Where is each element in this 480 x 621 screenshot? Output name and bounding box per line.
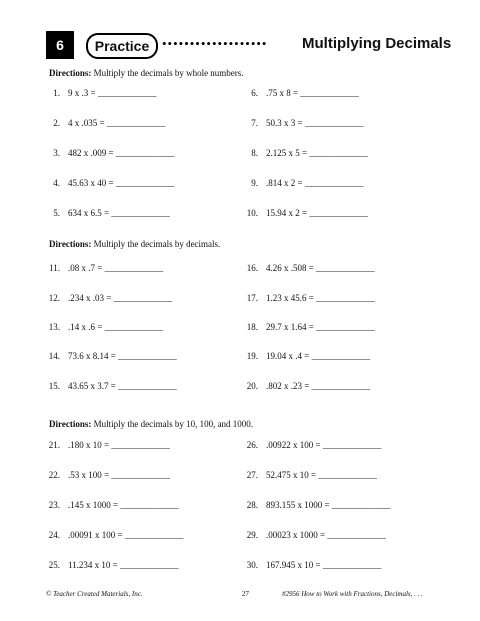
problem-expression: .234 x .03 = _____________ — [68, 293, 173, 303]
directions-label: Directions: — [49, 419, 92, 429]
problem-expression: 4.26 x .508 = _____________ — [266, 263, 375, 273]
problem-number: 17. — [246, 293, 258, 303]
problem-expression: 167.945 x 10 = _____________ — [266, 560, 382, 570]
book-reference: #2956 How to Work with Fractions, Decimals, . . . — [282, 590, 423, 598]
problem-number: 9. — [251, 178, 258, 188]
problem-expression: .145 x 1000 = _____________ — [68, 500, 179, 510]
problem-expression: 52.475 x 10 = _____________ — [266, 470, 377, 480]
problem-number: 16. — [246, 263, 258, 273]
problem-number: 13. — [48, 322, 60, 332]
problem-expression: .14 x .6 = _____________ — [68, 322, 164, 332]
directions-text: Multiply the decimals by decimals. — [93, 239, 221, 249]
problem-number: 20. — [246, 381, 258, 391]
problem-number: 21. — [48, 440, 60, 450]
problem-expression: .00023 x 1000 = _____________ — [266, 530, 386, 540]
problem-number: 8. — [251, 148, 258, 158]
problem-expression: 4 x .035 = _____________ — [68, 118, 166, 128]
problem-number: 23. — [48, 500, 60, 510]
problem-expression: .75 x 8 = _____________ — [266, 88, 359, 98]
directions-label: Directions: — [49, 68, 92, 78]
directions-2 — [49, 238, 220, 250]
problem-expression: 50.3 x 3 = _____________ — [266, 118, 364, 128]
problem-number: 12. — [48, 293, 60, 303]
problem-number: 15. — [48, 381, 60, 391]
copyright-text: © Teacher Created Materials, Inc. — [46, 590, 143, 598]
problem-number: 3. — [53, 148, 60, 158]
problem-number: 11. — [49, 263, 60, 273]
problem-expression: 29.7 x 1.64 = _____________ — [266, 322, 375, 332]
problem-expression: .180 x 10 = _____________ — [68, 440, 170, 450]
problem-number: 5. — [53, 208, 60, 218]
problem-number: 14. — [48, 351, 60, 361]
problem-expression: 482 x .009 = _____________ — [68, 148, 175, 158]
problem-number: 24. — [48, 530, 60, 540]
problem-expression: 11.234 x 10 = _____________ — [68, 560, 179, 570]
problem-number: 25. — [48, 560, 60, 570]
problem-number: 29. — [246, 530, 258, 540]
directions-3 — [49, 418, 253, 430]
problem-number: 18. — [246, 322, 258, 332]
directions-1 — [49, 67, 244, 79]
problem-expression: .00922 x 100 = _____________ — [266, 440, 382, 450]
problem-number: 28. — [246, 500, 258, 510]
problem-expression: 19.04 x .4 = _____________ — [266, 351, 371, 361]
problem-number: 27. — [246, 470, 258, 480]
problem-number: 7. — [251, 118, 258, 128]
problem-expression: .00091 x 100 = _____________ — [68, 530, 184, 540]
problem-expression: 634 x 6.5 = _____________ — [68, 208, 170, 218]
problem-expression: 45.63 x 40 = _____________ — [68, 178, 175, 188]
directions-text: Multiply the decimals by 10, 100, and 1000. — [93, 419, 254, 429]
problem-number: 10. — [246, 208, 258, 218]
problem-expression: .802 x .23 = _____________ — [266, 381, 371, 391]
practice-badge: Practice — [86, 33, 158, 59]
page-number: 27 — [242, 590, 249, 598]
problem-number: 6. — [251, 88, 258, 98]
worksheet-title: Multiplying Decimals — [302, 35, 452, 52]
problem-expression: .53 x 100 = _____________ — [68, 470, 170, 480]
problem-number: 1. — [53, 88, 60, 98]
problem-number: 19. — [246, 351, 258, 361]
directions-label: Directions: — [49, 239, 92, 249]
problem-number: 22. — [48, 470, 60, 480]
problem-expression: 15.94 x 2 = _____________ — [266, 208, 368, 218]
problem-expression: 73.6 x 8.14 = _____________ — [68, 351, 177, 361]
problem-expression: 893.155 x 1000 = _____________ — [266, 500, 391, 510]
problem-expression: .08 x .7 = _____________ — [68, 263, 164, 273]
problem-number: 4. — [53, 178, 60, 188]
problem-number: 26. — [246, 440, 258, 450]
directions-text: Multiply the decimals by whole numbers. — [93, 68, 244, 78]
problem-expression: 2.125 x 5 = _____________ — [266, 148, 368, 158]
problem-expression: 43.65 x 3.7 = _____________ — [68, 381, 177, 391]
problem-expression: 1.23 x 45.6 = _____________ — [266, 293, 375, 303]
problem-number: 30. — [246, 560, 258, 570]
problem-number: 2. — [53, 118, 60, 128]
dot-leader: ••••••••••••••••••• — [162, 36, 268, 51]
unit-number-badge: 6 — [46, 31, 74, 59]
problem-expression: .814 x 2 = _____________ — [266, 178, 364, 188]
problem-expression: 9 x .3 = _____________ — [68, 88, 157, 98]
